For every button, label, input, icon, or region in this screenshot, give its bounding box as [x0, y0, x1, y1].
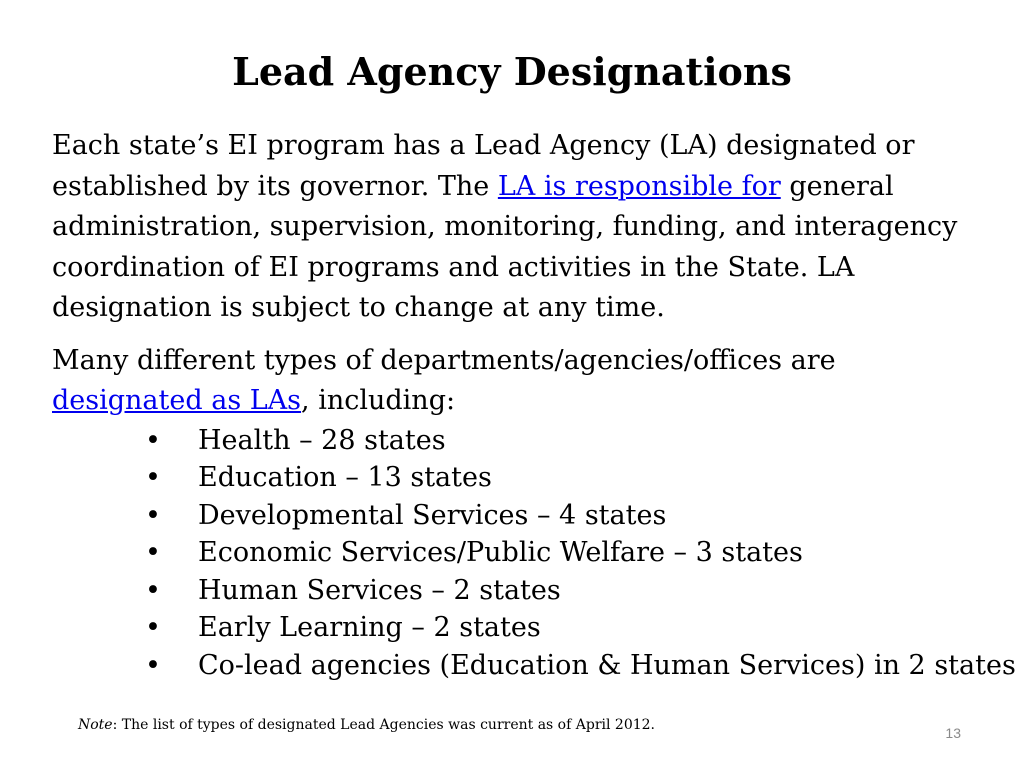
- paragraph-text-end: general administration, supervision, monitoring, funding, and interagency coordination of EI programs and activities in the State. LA designation is subject to change at any time.: [52, 170, 958, 323]
- paragraph-text-start: Many different types of departments/agencies/offices are: [52, 344, 836, 376]
- paragraph-agency-types: [52, 341, 982, 422]
- list-item: [145, 609, 982, 647]
- footnote-text: : The list of types of designated Lead Agencies was current as of April 2012.: [112, 717, 655, 733]
- bullet-icon: •: [145, 462, 161, 493]
- la-responsibilities-link[interactable]: LA is responsible for: [497, 170, 781, 202]
- agency-type-list: [145, 422, 1016, 685]
- slide-body: [52, 126, 1016, 684]
- bullet-icon: •: [145, 424, 161, 456]
- paragraph-text-start: Each state’s EI program has a Lead Agency (LA) designated or established by its governor. The: [52, 130, 915, 202]
- paragraph-lead-agency: [52, 126, 982, 329]
- paragraph-text-end: , including:: [301, 385, 456, 416]
- footnote-label: Note: [78, 717, 113, 733]
- list-item: [145, 422, 982, 460]
- list-item-text: Education – 13 states: [198, 462, 492, 493]
- list-item: [145, 572, 982, 610]
- footnote: [78, 717, 655, 733]
- bullet-icon: •: [145, 574, 161, 606]
- bullet-icon: •: [145, 612, 161, 643]
- bullet-icon: •: [145, 537, 161, 568]
- list-item: [145, 534, 982, 572]
- list-item-text: Early Learning – 2 states: [198, 612, 541, 643]
- bullet-icon: •: [145, 499, 161, 531]
- list-item-text: Economic Services/Public Welfare – 3 states: [198, 537, 803, 568]
- list-item-text: Health – 28 states: [198, 424, 446, 456]
- list-item-text: Developmental Services – 4 states: [198, 499, 667, 531]
- list-item-text: Co-lead agencies (Education & Human Services) in 2 states: [198, 649, 1016, 681]
- slide-title: Lead Agency Designations: [232, 49, 792, 94]
- list-item: [145, 497, 982, 535]
- page-number: 13: [945, 725, 961, 741]
- bullet-icon: •: [145, 649, 161, 681]
- designated-las-link[interactable]: designated as LAs: [52, 385, 302, 416]
- list-item: [145, 647, 1016, 685]
- list-item-text: Human Services – 2 states: [198, 574, 561, 606]
- list-item: [145, 459, 982, 497]
